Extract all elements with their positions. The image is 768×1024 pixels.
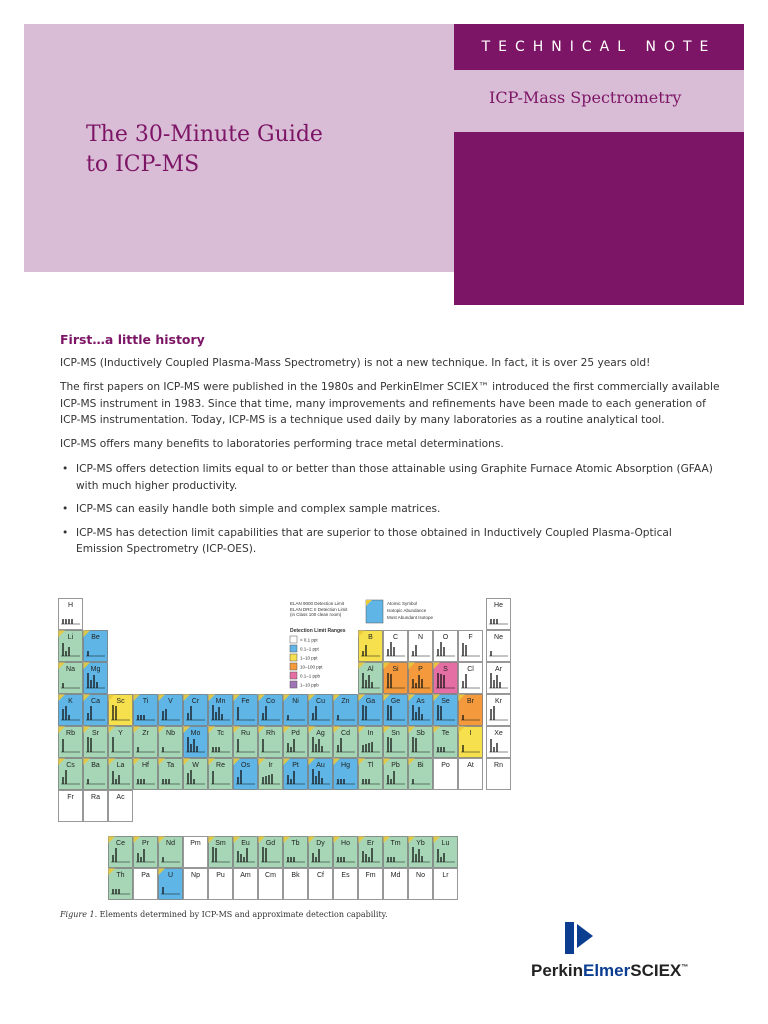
element-symbol: Nb <box>166 730 175 737</box>
element-cell-sn <box>384 727 408 758</box>
element-cell-yb <box>409 837 433 868</box>
element-symbol: No <box>416 872 425 879</box>
figure-caption <box>60 910 388 919</box>
element-symbol: Cl <box>467 666 474 673</box>
element-cell-mn <box>209 695 233 726</box>
element-symbol: Th <box>116 872 125 879</box>
element-symbol: Rn <box>494 762 503 769</box>
element-symbol: Pa <box>141 872 150 879</box>
caption-label: Figure 1. <box>60 910 98 919</box>
element-cell-am <box>234 869 258 900</box>
element-symbol: Xe <box>494 730 503 737</box>
element-cell-ag <box>309 727 333 758</box>
element-symbol: B <box>368 634 373 641</box>
element-cell-kr <box>487 695 511 726</box>
element-symbol: Tl <box>367 762 374 769</box>
element-cell-sc <box>109 695 133 726</box>
element-cell-ho <box>334 837 358 868</box>
element-symbol: Lr <box>442 872 449 879</box>
element-cell-pu <box>209 869 233 900</box>
element-symbol: O <box>442 634 449 641</box>
element-cell-sm <box>209 837 233 868</box>
element-cell-bi <box>409 759 433 790</box>
element-symbol: Ar <box>495 666 502 673</box>
element-symbol: Pd <box>291 730 300 737</box>
element-symbol: Mn <box>215 698 226 705</box>
element-cell-re <box>209 759 233 790</box>
element-symbol: Pm <box>190 840 201 847</box>
element-symbol: Er <box>367 840 374 847</box>
element-cell-na <box>59 663 83 694</box>
element-cell-w <box>184 759 208 790</box>
element-symbol: La <box>116 762 125 769</box>
element-cell-cu <box>309 695 333 726</box>
element-symbol: Md <box>390 872 401 879</box>
element-symbol: He <box>494 602 503 609</box>
element-cell-cs <box>59 759 83 790</box>
element-cell-at <box>459 759 483 790</box>
element-cell-u <box>159 869 183 900</box>
element-cell-y <box>109 727 133 758</box>
legend-range-label: 10–100 ppt <box>300 664 323 670</box>
paragraph-2: The first papers on ICP-MS were published in the 1980s and PerkinElmer SCIEX™ introduced the first commercially available ICP-MS instrument in 1983. Since that time, many improvements and refinements have been made to each generation of ICP-MS instrumentation. Today, ICP-MS is a technique used daily by many laboratories as a routine analytical tool. <box>60 381 720 426</box>
element-symbol: Cm <box>265 872 276 879</box>
element-symbol: Re <box>216 762 225 769</box>
periodic-table-figure <box>58 598 518 900</box>
element-symbol: Y <box>118 730 123 737</box>
element-symbol: Ru <box>241 730 250 737</box>
element-cell-si <box>384 663 408 694</box>
legend-label: (in Class 100 clean room) <box>290 612 342 617</box>
element-symbol: Hg <box>341 762 350 769</box>
element-symbol: Ne <box>494 634 503 641</box>
element-symbol: I <box>469 730 472 737</box>
logo-text-perkin: Perkin <box>531 961 583 980</box>
element-symbol: Np <box>191 872 200 879</box>
element-symbol: Ta <box>166 762 175 769</box>
legend-swatch <box>290 645 297 652</box>
element-symbol: V <box>168 698 173 705</box>
element-symbol: K <box>68 698 73 705</box>
element-cell-ru <box>234 727 258 758</box>
element-symbol: Te <box>441 730 450 737</box>
element-cell-ne <box>487 631 511 662</box>
element-cell-n <box>409 631 433 662</box>
element-cell-hf <box>134 759 158 790</box>
element-cell-s <box>434 663 458 694</box>
element-symbol: Ni <box>292 698 299 705</box>
element-cell-au <box>309 759 333 790</box>
element-symbol: Eu <box>241 840 250 847</box>
element-symbol: Pu <box>216 872 225 879</box>
element-cell-co <box>259 695 283 726</box>
element-symbol: Li <box>67 634 74 641</box>
element-cell-cl <box>459 663 483 694</box>
element-symbol: Sb <box>416 730 425 737</box>
perkinelmer-sciex-logo <box>529 918 747 990</box>
element-symbol: Yb <box>416 840 425 847</box>
title-line-2: to ICP-MS <box>86 152 200 177</box>
element-symbol: Ra <box>91 794 100 801</box>
element-symbol: Fr <box>67 794 74 801</box>
element-cell-tm <box>384 837 408 868</box>
element-symbol: Ce <box>116 840 125 847</box>
element-symbol: Kr <box>495 698 502 705</box>
legend-swatch <box>290 672 297 679</box>
element-symbol: At <box>467 762 474 769</box>
element-symbol: Co <box>266 698 275 705</box>
element-symbol: P <box>418 666 423 673</box>
element-cell-md <box>384 869 408 900</box>
element-cell-nd <box>159 837 183 868</box>
element-symbol: Be <box>91 634 100 641</box>
legend-range-label: 0.1–1 ppb <box>300 673 321 679</box>
element-cell-sb <box>409 727 433 758</box>
element-symbol: N <box>417 634 424 641</box>
paragraph-1: ICP-MS (Inductively Coupled Plasma-Mass Spectrometry) is not a new technique. In fact, it is over 25 years old! <box>60 357 651 369</box>
element-cell-h <box>59 599 83 630</box>
element-symbol: Ho <box>341 840 350 847</box>
element-symbol: Pt <box>292 762 299 769</box>
element-cell-ti <box>134 695 158 726</box>
element-cell-hg <box>334 759 358 790</box>
element-cell-in <box>359 727 383 758</box>
element-cell-li <box>59 631 83 662</box>
element-symbol: Zn <box>341 698 350 705</box>
element-symbol: Mg <box>90 666 101 673</box>
element-cell-pt <box>284 759 308 790</box>
section-heading: First…a little history <box>60 332 205 347</box>
legend-range-label: < 0.1 ppt <box>300 637 318 643</box>
element-symbol: Zr <box>142 730 149 737</box>
element-cell-ni <box>284 695 308 726</box>
element-cell-np <box>184 869 208 900</box>
element-symbol: Sr <box>92 730 99 737</box>
element-cell-lr <box>434 869 458 900</box>
element-cell-v <box>159 695 183 726</box>
element-cell-ra <box>84 791 108 822</box>
element-cell-ac <box>109 791 133 822</box>
element-cell-gd <box>259 837 283 868</box>
element-symbol: Fe <box>241 698 250 705</box>
element-cell-br <box>459 695 483 726</box>
element-symbol: Mo <box>190 730 201 737</box>
legend-swatch <box>290 636 297 643</box>
element-symbol: Cu <box>316 698 325 705</box>
element-cell-po <box>434 759 458 790</box>
element-cell-ca <box>84 695 108 726</box>
element-cell-tl <box>359 759 383 790</box>
element-symbol: Ti <box>142 698 149 705</box>
element-cell-es <box>334 869 358 900</box>
element-cell-pr <box>134 837 158 868</box>
legend-swatch <box>290 654 297 661</box>
element-cell-k <box>59 695 83 726</box>
element-cell-he <box>487 599 511 630</box>
legend-range-label: 0.1–1 ppt <box>300 646 319 652</box>
paragraph-3: ICP-MS offers many benefits to laboratories performing trace metal determinations. <box>60 438 504 450</box>
element-cell-ir <box>259 759 283 790</box>
element-cell-er <box>359 837 383 868</box>
list-item: • ICP-MS can easily handle both simple and complex sample matrices. <box>60 501 722 518</box>
legend-range-label: 1–10 ppt <box>300 655 318 661</box>
logo-text-sciex: SCIEX <box>630 961 682 980</box>
element-symbol: Cs <box>66 762 75 769</box>
element-cell-cd <box>334 727 358 758</box>
element-cell-pm <box>184 837 208 868</box>
element-symbol: Po <box>441 762 450 769</box>
element-cell-te <box>434 727 458 758</box>
svg-text:PerkinElmerSCIEX™ <box>531 961 688 980</box>
element-cell-rn <box>487 759 511 790</box>
legend-swatch <box>290 663 297 670</box>
legend-range-label: 1–10 ppb <box>300 682 319 688</box>
element-symbol: Cr <box>191 698 200 705</box>
element-cell-cf <box>309 869 333 900</box>
element-cell-zr <box>134 727 158 758</box>
element-symbol: Tc <box>217 730 224 737</box>
element-cell-eu <box>234 837 258 868</box>
element-symbol: Na <box>66 666 75 673</box>
logo-mark-icon <box>565 922 593 954</box>
list-item: • ICP-MS offers detection limits equal to or better than those attainable using Graphite Furnace Atomic Absorption (GFAA) with much higher productivity. <box>60 461 722 494</box>
element-cell-sr <box>84 727 108 758</box>
element-symbol: Gd <box>265 840 276 847</box>
benefits-list <box>60 461 722 565</box>
element-cell-fm <box>359 869 383 900</box>
element-cell-i <box>459 727 483 758</box>
legend-label: ELAN 9000 Detection Limit <box>290 601 345 606</box>
element-cell-pb <box>384 759 408 790</box>
element-cell-th <box>109 869 133 900</box>
element-cell-tb <box>284 837 308 868</box>
element-symbol: In <box>367 730 374 737</box>
element-symbol: C <box>392 634 399 641</box>
element-cell-ga <box>359 695 383 726</box>
element-cell-p <box>409 663 433 694</box>
logo-trademark: ™ <box>681 964 689 971</box>
element-symbol: Al <box>367 666 374 673</box>
element-cell-la <box>109 759 133 790</box>
element-cell-al <box>359 663 383 694</box>
element-cell-f <box>459 631 483 662</box>
element-symbol: Fm <box>365 872 376 879</box>
element-symbol: Au <box>316 762 325 769</box>
element-cell-cr <box>184 695 208 726</box>
element-cell-ar <box>487 663 511 694</box>
element-symbol: U <box>167 872 174 879</box>
legend-title: Detection Limit Ranges <box>290 628 346 634</box>
caption-text: Elements determined by ICP-MS and approximate detection capability. <box>99 910 388 919</box>
legend-label: Atomic Symbol <box>387 601 418 606</box>
element-cell-be <box>84 631 108 662</box>
list-item: • ICP-MS has detection limit capabilities that are superior to those obtained in Inductively Coupled Plasma-Optical Emission Spectrometry (ICP-OES). <box>60 525 722 558</box>
document-title <box>86 120 323 180</box>
element-symbol: Dy <box>316 840 325 847</box>
element-cell-mo <box>184 727 208 758</box>
element-symbol: Ir <box>268 762 273 769</box>
element-symbol: Cf <box>317 872 324 879</box>
element-cell-as <box>409 695 433 726</box>
title-line-1: The 30-Minute Guide <box>86 122 323 147</box>
element-symbol: Hf <box>142 762 149 769</box>
logo-text-elmer: Elmer <box>582 961 631 980</box>
element-symbol: Ge <box>390 698 401 705</box>
element-cell-o <box>434 631 458 662</box>
tech-note-label: TECHNICAL NOTE <box>481 39 717 55</box>
legend-label: ELAN DRC II Detection Limit <box>290 607 348 612</box>
element-symbol: As <box>416 698 425 705</box>
element-symbol: Si <box>392 666 399 673</box>
legend-label: Isotopic Abundance <box>387 608 427 613</box>
element-cell-b <box>359 631 383 662</box>
element-symbol: Sn <box>391 730 400 737</box>
legend-swatch <box>290 681 297 688</box>
element-cell-lu <box>434 837 458 868</box>
element-symbol: Br <box>467 698 474 705</box>
element-cell-no <box>409 869 433 900</box>
element-cell-nb <box>159 727 183 758</box>
element-symbol: W <box>192 762 199 769</box>
element-symbol: Tb <box>291 840 300 847</box>
element-cell-bk <box>284 869 308 900</box>
element-cell-pd <box>284 727 308 758</box>
element-cell-ce <box>109 837 133 868</box>
element-cell-ta <box>159 759 183 790</box>
element-symbol: Ca <box>91 698 100 705</box>
element-symbol: F <box>468 634 473 641</box>
element-symbol: Ba <box>91 762 100 769</box>
element-cell-dy <box>309 837 333 868</box>
element-cell-tc <box>209 727 233 758</box>
element-cell-cm <box>259 869 283 900</box>
element-cell-mg <box>84 663 108 694</box>
element-symbol: Ac <box>116 794 125 801</box>
element-cell-xe <box>487 727 511 758</box>
element-cell-ge <box>384 695 408 726</box>
element-cell-rb <box>59 727 83 758</box>
element-symbol: Tm <box>390 840 401 847</box>
element-symbol: S <box>443 666 448 673</box>
element-symbol: Se <box>441 698 450 705</box>
element-symbol: Nd <box>166 840 175 847</box>
element-symbol: Cd <box>341 730 350 737</box>
element-cell-zn <box>334 695 358 726</box>
element-symbol: Os <box>241 762 250 769</box>
element-cell-rh <box>259 727 283 758</box>
element-symbol: Bk <box>291 872 300 879</box>
header-purple-block <box>454 132 744 305</box>
element-symbol: Pb <box>391 762 400 769</box>
legend-label: Most Abundant Isotope <box>387 615 434 620</box>
element-symbol: Sm <box>215 840 226 847</box>
element-symbol: Sc <box>116 698 125 705</box>
element-symbol: Rh <box>266 730 275 737</box>
element-cell-pa <box>134 869 158 900</box>
element-symbol: Am <box>240 872 251 879</box>
element-cell-se <box>434 695 458 726</box>
element-symbol: Bi <box>417 762 424 769</box>
element-cell-ba <box>84 759 108 790</box>
element-cell-fe <box>234 695 258 726</box>
element-symbol: Lu <box>441 840 450 847</box>
element-symbol: Ag <box>316 730 325 737</box>
element-cell-os <box>234 759 258 790</box>
document-subtitle: ICP-Mass Spectrometry <box>489 88 682 107</box>
element-symbol: Rb <box>66 730 75 737</box>
element-symbol: Es <box>341 872 350 879</box>
element-symbol: H <box>67 602 74 609</box>
element-cell-c <box>384 631 408 662</box>
element-symbol: Ga <box>365 698 376 705</box>
element-cell-fr <box>59 791 83 822</box>
element-symbol: Pr <box>142 840 149 847</box>
